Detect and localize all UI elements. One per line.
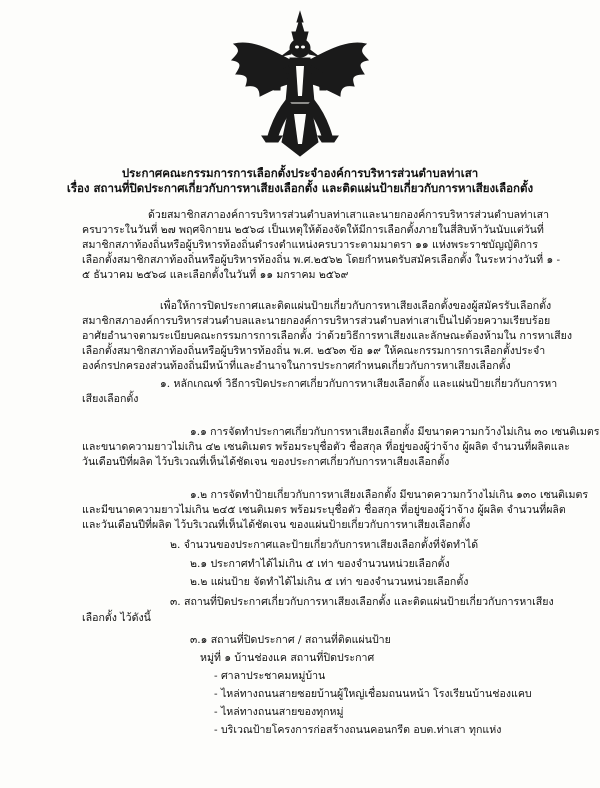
item3-line-2: เลือกตั้ง ไว้ดังนี้ [82, 612, 151, 624]
announcement-title: ประกาศคณะกรรมการการเลือกตั้งประจำองค์การบริหารส่วนตำบลท่าเสา [121, 166, 479, 180]
village-1-line: หมู่ที่ ๑ บ้านช่องแค สถานที่ปิดประกาศ [200, 652, 375, 664]
place-item: - ไหล่ทางถนนสายซอยบ้านผู้ใหญ่เชื่อมถนนหน้า โรงเรียนบ้านช่องแคบ [214, 688, 532, 700]
garuda-emblem-icon [228, 10, 372, 160]
para2-line-5: องค์กรปกครองส่วนท้องถิ่นมีหน้าที่และอำนาจในการประกาศกำหนดเกี่ยวกับการหาเสียงเลือกตั้ง [82, 360, 511, 372]
item1-line-2: เสียงเลือกตั้ง [82, 393, 139, 405]
item3-line-1: ๓. สถานที่ปิดประกาศเกี่ยวกับการหาเสียงเลือกตั้ง และติดแผ่นป้ายเกี่ยวกับการหาเสียง [170, 596, 554, 608]
item2-2-line: ๒.๒ แผ่นป้าย จัดทำได้ไม่เกิน ๕ เท่า ของจำนวนหน่วยเลือกตั้ง [190, 576, 469, 588]
item2-1-line: ๒.๑ ประกาศทำได้ไม่เกิน ๕ เท่า ของจำนวนหน่วยเลือกตั้ง [190, 558, 450, 570]
item1-1-line-3: วันเดือนปีที่ผลิต ไว้บริเวณที่เห็นได้ชัดเจน ของประกาศเกี่ยวกับการหาเสียงเลือกตั้ง [82, 456, 450, 468]
para2-line-3: อาศัยอำนาจตามระเบียบคณะกรรมการการเลือกตั้ง ว่าด้วยวิธีการหาเสียงและลักษณะต้องห้ามใน การหาเสียง [82, 330, 572, 342]
para1-line-1: ด้วยสมาชิกสภาองค์การบริหารส่วนตำบลท่าเสาและนายกองค์การบริหารส่วนตำบลท่าเสา [148, 209, 550, 221]
announcement-subject: เรื่อง สถานที่ปิดประกาศเกี่ยวกับการหาเสียงเลือกตั้ง และติดแผ่นป้ายเกี่ยวกับการหาเสียงเลือกตั้ง [66, 181, 534, 195]
item1-2-line-1: ๑.๒ การจัดทำป้ายเกี่ยวกับการหาเสียงเลือกตั้ง มีขนาดความกว้างไม่เกิน ๑๓๐ เซนติเมตร [190, 489, 589, 501]
item3-1-line: ๓.๑ สถานที่ปิดประกาศ / สถานที่ติดแผ่นป้าย [190, 634, 391, 646]
para2-line-2: สมาชิกสภาองค์การบริหารส่วนตำบลและนายกองค์การบริหารส่วนตำบลท่าเสาเป็นไปด้วยความเรียบร้อย [82, 315, 551, 327]
para2-line-1: เพื่อให้การปิดประกาศและติดแผ่นป้ายเกี่ยวกับการหาเสียงเลือกตั้งของผู้สมัครรับเลือกตั้ง [160, 300, 552, 312]
item1-line-1: ๑. หลักเกณฑ์ วิธีการปิดประกาศเกี่ยวกับการหาเสียงเลือกตั้ง และแผ่นป้ายเกี่ยวกับการหา [160, 378, 558, 390]
item1-1-line-1: ๑.๑ การจัดทำประกาศเกี่ยวกับการหาเสียงเลือกตั้ง มีขนาดความกว้างไม่เกิน ๓๐ เซนติเมตร [190, 426, 600, 438]
para1-line-5: ๕ ธันวาคม ๒๕๖๘ และเลือกตั้งในวันที่ ๑๑ มกราคม ๒๕๖๙ [82, 269, 349, 281]
para1-line-4: เลือกตั้งสมาชิกสภาท้องถิ่นหรือผู้บริหารท้องถิ่น พ.ศ.๒๕๖๒ โดยกำหนดรับสมัครเลือกตั้ง ในระหว่างวันที่ ๑ - [82, 254, 561, 266]
para1-line-2: ครบวาระในวันที่ ๒๗ พฤศจิกายน ๒๕๖๘ เป็นเหตุให้ต้องจัดให้มีการเลือกตั้งภายในสี่สิบห้าวันนับแต่วันที่ [82, 224, 544, 236]
item2-line: ๒. จำนวนของประกาศและป้ายเกี่ยวกับการหาเสียงเลือกตั้งที่จัดทำได้ [170, 539, 479, 551]
item1-1-line-2: และขนาดความยาวไม่เกิน ๔๒ เซนติเมตร พร้อมระบุชื่อตัว ชื่อสกุล ที่อยู่ของผู้ว่าจ้าง ผู้ผลิต จำนวนที่ผลิตและ [82, 441, 570, 453]
place-item: - ศาลาประชาคมหมู่บ้าน [214, 670, 326, 682]
place-item: - บริเวณป้ายโครงการก่อสร้างถนนคอนกรีต อบต.ท่าเสา ทุกแห่ง [214, 724, 502, 736]
para2-line-4: เลือกตั้งสมาชิกสภาท้องถิ่นหรือผู้บริหารท้องถิ่น พ.ศ. ๒๕๖๓ ข้อ ๑๙ ให้คณะกรรมการการเลือกตั้งประจำ [82, 345, 546, 357]
para1-line-3: สมาชิกสภาท้องถิ่นหรือผู้บริหารท้องถิ่นดำรงตำแหน่งครบวาระตามมาตรา ๑๑ แห่งพระราชบัญญัติการ [82, 239, 538, 251]
item1-2-line-3: และวันเดือนปีที่ผลิต ไว้บริเวณที่เห็นได้ชัดเจน ของแผ่นป้ายเกี่ยวกับการหาเสียงเลือกตั้ง [82, 519, 471, 531]
item1-2-line-2: และมีขนาดความยาวไม่เกิน ๒๔๕ เซนติเมตร พร้อมระบุชื่อตัว ชื่อสกุล ที่อยู่ของผู้ว่าจ้าง ผู้ผลิต จำนวนที่ผลิต [82, 504, 566, 516]
place-item: - ไหล่ทางถนนสายของทุกหมู่ [214, 706, 344, 718]
